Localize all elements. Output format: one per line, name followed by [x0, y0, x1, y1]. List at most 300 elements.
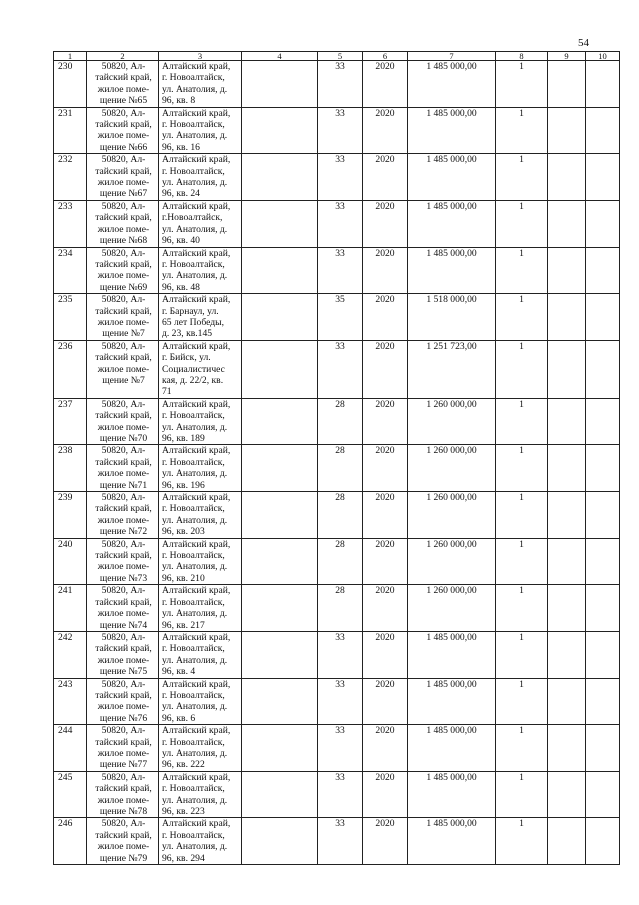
address-cell-line: г. Новоалтайск, — [162, 550, 225, 562]
address-cell — [159, 445, 242, 492]
object-name-cell-line: жилое поме- — [97, 654, 150, 666]
object-name-cell-line: 50820, Ал- — [101, 538, 146, 550]
address-cell-line: Алтайский край, — [162, 818, 231, 830]
object-name-cell-line: жилое поме- — [97, 841, 150, 853]
address-cell-line: г. Новоалтайск, — [162, 689, 225, 701]
column-9-cell — [548, 61, 586, 108]
property-table — [53, 51, 620, 865]
address-cell-line: ул. Анатолия, д. — [162, 794, 228, 806]
address-cell-line: г. Новоалтайск, — [162, 456, 225, 468]
table-row — [54, 631, 620, 678]
address-cell-line: Алтайский край, — [162, 585, 231, 597]
year-cell: 2020 — [363, 771, 408, 818]
column-9-cell — [548, 445, 586, 492]
address-cell — [159, 678, 242, 725]
object-name-cell-line: 50820, Ал- — [101, 445, 146, 457]
row-number-cell: 242 — [54, 631, 87, 678]
cost-cell: 1 485 000,00 — [408, 200, 496, 247]
object-name-cell-line: щение №74 — [99, 619, 148, 631]
quantity-cell: 1 — [496, 398, 548, 445]
area-cell: 28 — [318, 445, 363, 492]
column-9-cell — [548, 725, 586, 772]
cost-cell: 1 260 000,00 — [408, 585, 496, 632]
column-number: 6 — [363, 52, 408, 61]
column-9-cell — [548, 398, 586, 445]
object-name-cell-line: тайский край, — [95, 689, 152, 701]
column-10-cell — [586, 340, 620, 398]
cost-cell: 1 485 000,00 — [408, 107, 496, 154]
object-name-cell-line: 50820, Ал- — [101, 398, 146, 410]
object-name-cell-line: тайский край, — [95, 119, 152, 131]
address-cell-line: г. Новоалтайск, — [162, 165, 225, 177]
row-number-cell: 232 — [54, 154, 87, 201]
object-name-cell-line: 50820, Ал- — [101, 154, 146, 166]
object-name-cell — [87, 200, 159, 247]
object-name-cell-line: тайский край, — [95, 410, 152, 422]
table-row — [54, 818, 620, 865]
address-cell-line: 96, кв. 294 — [162, 852, 205, 864]
area-cell: 35 — [318, 294, 363, 341]
row-number-cell: 239 — [54, 492, 87, 539]
object-name-cell — [87, 61, 159, 108]
address-cell-line: 96, кв. 16 — [162, 141, 200, 153]
object-name-cell-line: жилое поме- — [97, 608, 150, 620]
address-cell-line: г. Новоалтайск, — [162, 736, 225, 748]
object-name-cell-line: щение №77 — [99, 759, 148, 771]
object-name-cell-line: 50820, Ал- — [101, 107, 146, 119]
table-row — [54, 538, 620, 585]
address-cell-line: 96, кв. 6 — [162, 712, 196, 724]
quantity-cell: 1 — [496, 678, 548, 725]
cost-cell: 1 260 000,00 — [408, 398, 496, 445]
quantity-cell: 1 — [496, 154, 548, 201]
quantity-cell: 1 — [496, 294, 548, 341]
column-4-cell — [242, 340, 318, 398]
cost-cell: 1 485 000,00 — [408, 771, 496, 818]
object-name-cell-line: щение №70 — [99, 433, 148, 444]
object-name-cell-line: тайский край, — [95, 165, 152, 177]
column-number: 5 — [318, 52, 363, 61]
object-name-cell-line: 50820, Ал- — [101, 771, 146, 783]
quantity-cell: 1 — [496, 492, 548, 539]
column-10-cell — [586, 200, 620, 247]
column-10-cell — [586, 107, 620, 154]
address-cell — [159, 247, 242, 294]
address-cell-line: Алтайский край, — [162, 61, 231, 72]
row-number-cell: 235 — [54, 294, 87, 341]
table-row — [54, 398, 620, 445]
cost-cell: 1 485 000,00 — [408, 247, 496, 294]
object-name-cell-line: жилое поме- — [97, 794, 150, 806]
table-row — [54, 200, 620, 247]
address-cell — [159, 107, 242, 154]
address-cell-line: ул. Анатолия, д. — [162, 223, 228, 235]
quantity-cell: 1 — [496, 771, 548, 818]
year-cell: 2020 — [363, 247, 408, 294]
column-10-cell — [586, 585, 620, 632]
table-row — [54, 445, 620, 492]
address-cell — [159, 61, 242, 108]
column-10-cell — [586, 154, 620, 201]
object-name-cell-line: 50820, Ал- — [101, 492, 146, 504]
address-cell-line: г. Новоалтайск, — [162, 596, 225, 608]
object-name-cell-line: жилое поме- — [97, 177, 150, 189]
year-cell: 2020 — [363, 818, 408, 865]
address-cell-line: 96, кв. 223 — [162, 806, 205, 817]
column-9-cell — [548, 631, 586, 678]
column-10-cell — [586, 818, 620, 865]
cost-cell: 1 260 000,00 — [408, 538, 496, 585]
column-number: 9 — [548, 52, 586, 61]
column-4-cell — [242, 294, 318, 341]
area-cell: 33 — [318, 340, 363, 398]
object-name-cell-line: щение №72 — [99, 526, 148, 538]
object-name-cell-line: щение №76 — [99, 712, 148, 724]
quantity-cell: 1 — [496, 631, 548, 678]
column-10-cell — [586, 294, 620, 341]
year-cell: 2020 — [363, 492, 408, 539]
address-cell-line: Социалистичес — [162, 363, 225, 375]
address-cell-line: ул. Анатолия, д. — [162, 468, 228, 480]
address-cell-line: г. Новоалтайск, — [162, 258, 225, 270]
year-cell: 2020 — [363, 340, 408, 398]
object-name-cell-line: тайский край, — [95, 643, 152, 655]
cost-cell: 1 251 723,00 — [408, 340, 496, 398]
object-name-cell — [87, 538, 159, 585]
quantity-cell: 1 — [496, 538, 548, 585]
address-cell — [159, 340, 242, 398]
column-4-cell — [242, 771, 318, 818]
column-10-cell — [586, 398, 620, 445]
object-name-cell-line: жилое поме- — [97, 421, 150, 433]
address-cell — [159, 585, 242, 632]
cost-cell: 1 485 000,00 — [408, 154, 496, 201]
address-cell-line: Алтайский край, — [162, 492, 231, 504]
object-name-cell — [87, 294, 159, 341]
object-name-cell-line: щение №65 — [99, 95, 148, 107]
column-10-cell — [586, 631, 620, 678]
object-name-cell-line: жилое поме- — [97, 223, 150, 235]
address-cell-line: Алтайский край, — [162, 631, 231, 643]
address-cell-line: 71 — [162, 386, 172, 398]
object-name-cell-line: тайский край, — [95, 550, 152, 562]
object-name-cell-line: жилое поме- — [97, 363, 150, 375]
row-number-cell: 246 — [54, 818, 87, 865]
column-10-cell — [586, 678, 620, 725]
object-name-cell-line: щение №7 — [102, 374, 145, 386]
row-number-cell: 236 — [54, 340, 87, 398]
object-name-cell-line: 50820, Ал- — [101, 678, 146, 690]
year-cell: 2020 — [363, 154, 408, 201]
address-cell-line: 96, кв. 210 — [162, 572, 205, 584]
address-cell — [159, 771, 242, 818]
object-name-cell-line: жилое поме- — [97, 130, 150, 142]
object-name-cell — [87, 818, 159, 865]
address-cell-line: Алтайский край, — [162, 538, 231, 550]
area-cell: 28 — [318, 585, 363, 632]
object-name-cell-line: 50820, Ал- — [101, 725, 146, 737]
quantity-cell: 1 — [496, 725, 548, 772]
column-number: 8 — [496, 52, 548, 61]
object-name-cell-line: тайский край, — [95, 305, 152, 317]
address-cell-line: д. 23, кв.145 — [162, 328, 213, 340]
column-9-cell — [548, 538, 586, 585]
object-name-cell-line: тайский край, — [95, 456, 152, 468]
object-name-cell-line: тайский край, — [95, 829, 152, 841]
column-4-cell — [242, 445, 318, 492]
table-row — [54, 725, 620, 772]
address-cell-line: 96, кв. 189 — [162, 433, 205, 444]
object-name-cell-line: щение №69 — [99, 281, 148, 293]
quantity-cell: 1 — [496, 107, 548, 154]
address-cell-line: 96, кв. 217 — [162, 619, 205, 631]
object-name-cell — [87, 398, 159, 445]
area-cell: 33 — [318, 247, 363, 294]
year-cell: 2020 — [363, 631, 408, 678]
address-cell-line: 96, кв. 48 — [162, 281, 200, 293]
column-4-cell — [242, 154, 318, 201]
column-number: 1 — [54, 52, 87, 61]
table-row — [54, 771, 620, 818]
address-cell-line: ул. Анатолия, д. — [162, 270, 228, 282]
address-cell-line: г. Новоалтайск, — [162, 643, 225, 655]
object-name-cell-line: жилое поме- — [97, 270, 150, 282]
column-number: 4 — [242, 52, 318, 61]
area-cell: 33 — [318, 61, 363, 108]
address-cell-line: г. Новоалтайск, — [162, 119, 225, 131]
address-cell-line: Алтайский край, — [162, 445, 231, 457]
area-cell: 28 — [318, 538, 363, 585]
address-cell-line: г.Новоалтайск, — [162, 212, 223, 224]
column-4-cell — [242, 61, 318, 108]
column-9-cell — [548, 247, 586, 294]
object-name-cell-line: щение №79 — [99, 852, 148, 864]
address-cell-line: 96, кв. 40 — [162, 235, 200, 247]
address-cell-line: Алтайский край, — [162, 398, 231, 410]
object-name-cell — [87, 247, 159, 294]
address-cell-line: Алтайский край, — [162, 340, 231, 352]
area-cell: 28 — [318, 398, 363, 445]
object-name-cell-line: щение №67 — [99, 188, 148, 200]
year-cell: 2020 — [363, 725, 408, 772]
cost-cell: 1 485 000,00 — [408, 818, 496, 865]
year-cell: 2020 — [363, 294, 408, 341]
column-number: 2 — [87, 52, 159, 61]
address-cell — [159, 538, 242, 585]
address-cell — [159, 154, 242, 201]
cost-cell: 1 485 000,00 — [408, 725, 496, 772]
object-name-cell — [87, 631, 159, 678]
object-name-cell — [87, 725, 159, 772]
row-number-cell: 243 — [54, 678, 87, 725]
row-number-cell: 240 — [54, 538, 87, 585]
address-cell-line: ул. Анатолия, д. — [162, 608, 228, 620]
row-number-cell: 234 — [54, 247, 87, 294]
row-number-cell: 230 — [54, 61, 87, 108]
address-cell — [159, 725, 242, 772]
address-cell-line: Алтайский край, — [162, 771, 231, 783]
quantity-cell: 1 — [496, 200, 548, 247]
object-name-cell — [87, 445, 159, 492]
quantity-cell: 1 — [496, 340, 548, 398]
table-row — [54, 154, 620, 201]
cost-cell: 1 260 000,00 — [408, 492, 496, 539]
object-name-cell-line: 50820, Ал- — [101, 247, 146, 259]
object-name-cell-line: жилое поме- — [97, 701, 150, 713]
address-cell-line: 96, кв. 8 — [162, 95, 196, 107]
quantity-cell: 1 — [496, 247, 548, 294]
table-row — [54, 492, 620, 539]
cost-cell: 1 260 000,00 — [408, 445, 496, 492]
column-4-cell — [242, 492, 318, 539]
column-9-cell — [548, 340, 586, 398]
table-row — [54, 107, 620, 154]
column-9-cell — [548, 154, 586, 201]
area-cell: 33 — [318, 678, 363, 725]
object-name-cell-line: тайский край, — [95, 72, 152, 84]
column-10-cell — [586, 538, 620, 585]
address-cell-line: ул. Анатолия, д. — [162, 177, 228, 189]
column-4-cell — [242, 200, 318, 247]
object-name-cell — [87, 585, 159, 632]
area-cell: 28 — [318, 492, 363, 539]
address-cell-line: ул. Анатолия, д. — [162, 130, 228, 142]
object-name-cell — [87, 154, 159, 201]
quantity-cell: 1 — [496, 818, 548, 865]
cost-cell: 1 485 000,00 — [408, 61, 496, 108]
object-name-cell-line: жилое поме- — [97, 83, 150, 95]
area-cell: 33 — [318, 818, 363, 865]
address-cell-line: ул. Анатолия, д. — [162, 83, 228, 95]
quantity-cell: 1 — [496, 585, 548, 632]
address-cell-line: ул. Анатолия, д. — [162, 561, 228, 573]
row-number-cell: 231 — [54, 107, 87, 154]
address-cell-line: г. Барнаул, ул. — [162, 305, 219, 317]
address-cell-line: ул. Анатолия, д. — [162, 514, 228, 526]
column-4-cell — [242, 818, 318, 865]
year-cell: 2020 — [363, 678, 408, 725]
object-name-cell-line: жилое поме- — [97, 561, 150, 573]
column-9-cell — [548, 294, 586, 341]
year-cell: 2020 — [363, 538, 408, 585]
object-name-cell — [87, 340, 159, 398]
object-name-cell-line: щение №68 — [99, 235, 148, 247]
address-cell-line: г. Новоалтайск, — [162, 783, 225, 795]
address-cell-line: кая, д. 22/2, кв. — [162, 374, 224, 386]
address-cell — [159, 200, 242, 247]
column-10-cell — [586, 61, 620, 108]
column-10-cell — [586, 445, 620, 492]
area-cell: 33 — [318, 200, 363, 247]
object-name-cell-line: жилое поме- — [97, 514, 150, 526]
object-name-cell — [87, 492, 159, 539]
column-4-cell — [242, 107, 318, 154]
area-cell: 33 — [318, 154, 363, 201]
address-cell-line: г. Новоалтайск, — [162, 829, 225, 841]
object-name-cell-line: 50820, Ал- — [101, 585, 146, 597]
column-4-cell — [242, 631, 318, 678]
address-cell-line: г. Новоалтайск, — [162, 503, 225, 515]
row-number-cell: 238 — [54, 445, 87, 492]
column-9-cell — [548, 818, 586, 865]
column-4-cell — [242, 678, 318, 725]
column-9-cell — [548, 200, 586, 247]
column-4-cell — [242, 398, 318, 445]
object-name-cell — [87, 678, 159, 725]
quantity-cell: 1 — [496, 61, 548, 108]
address-cell — [159, 294, 242, 341]
address-cell — [159, 492, 242, 539]
address-cell-line: Алтайский край, — [162, 247, 231, 259]
row-number-cell: 244 — [54, 725, 87, 772]
object-name-cell-line: 50820, Ал- — [101, 61, 146, 72]
object-name-cell — [87, 771, 159, 818]
address-cell — [159, 818, 242, 865]
column-10-cell — [586, 771, 620, 818]
address-cell-line: ул. Анатолия, д. — [162, 654, 228, 666]
object-name-cell-line: щение №66 — [99, 141, 148, 153]
object-name-cell-line: 50820, Ал- — [101, 340, 146, 352]
address-cell-line: г. Новоалтайск, — [162, 72, 225, 84]
column-9-cell — [548, 107, 586, 154]
object-name-cell-line: тайский край, — [95, 503, 152, 515]
address-cell-line: 96, кв. 24 — [162, 188, 200, 200]
object-name-cell-line: тайский край, — [95, 736, 152, 748]
area-cell: 33 — [318, 631, 363, 678]
year-cell: 2020 — [363, 200, 408, 247]
address-cell-line: 96, кв. 4 — [162, 666, 196, 678]
table-row — [54, 294, 620, 341]
object-name-cell — [87, 107, 159, 154]
row-number-cell: 237 — [54, 398, 87, 445]
page-number: 54 — [578, 37, 589, 49]
object-name-cell-line: щение №78 — [99, 806, 148, 817]
year-cell: 2020 — [363, 398, 408, 445]
year-cell: 2020 — [363, 107, 408, 154]
object-name-cell-line: 50820, Ал- — [101, 200, 146, 212]
quantity-cell: 1 — [496, 445, 548, 492]
cost-cell: 1 485 000,00 — [408, 678, 496, 725]
address-cell-line: Алтайский край, — [162, 154, 231, 166]
row-number-cell: 233 — [54, 200, 87, 247]
object-name-cell-line: тайский край, — [95, 212, 152, 224]
address-cell-line: ул. Анатолия, д. — [162, 701, 228, 713]
year-cell: 2020 — [363, 585, 408, 632]
object-name-cell-line: тайский край, — [95, 596, 152, 608]
column-4-cell — [242, 725, 318, 772]
address-cell-line: 96, кв. 196 — [162, 479, 205, 491]
column-4-cell — [242, 585, 318, 632]
column-10-cell — [586, 247, 620, 294]
table-row — [54, 585, 620, 632]
column-number: 3 — [159, 52, 242, 61]
table-row — [54, 678, 620, 725]
address-cell-line: Алтайский край, — [162, 200, 231, 212]
address-cell-line: Алтайский край, — [162, 678, 231, 690]
address-cell-line: 65 лет Победы, — [162, 316, 224, 328]
address-cell-line: ул. Анатолия, д. — [162, 747, 228, 759]
table-row — [54, 61, 620, 108]
address-cell-line: г. Бийск, ул. — [162, 352, 211, 364]
column-9-cell — [548, 678, 586, 725]
column-10-cell — [586, 492, 620, 539]
table-row — [54, 247, 620, 294]
address-cell-line: ул. Анатолия, д. — [162, 841, 228, 853]
year-cell: 2020 — [363, 445, 408, 492]
area-cell: 33 — [318, 771, 363, 818]
row-number-cell: 245 — [54, 771, 87, 818]
object-name-cell-line: жилое поме- — [97, 468, 150, 480]
